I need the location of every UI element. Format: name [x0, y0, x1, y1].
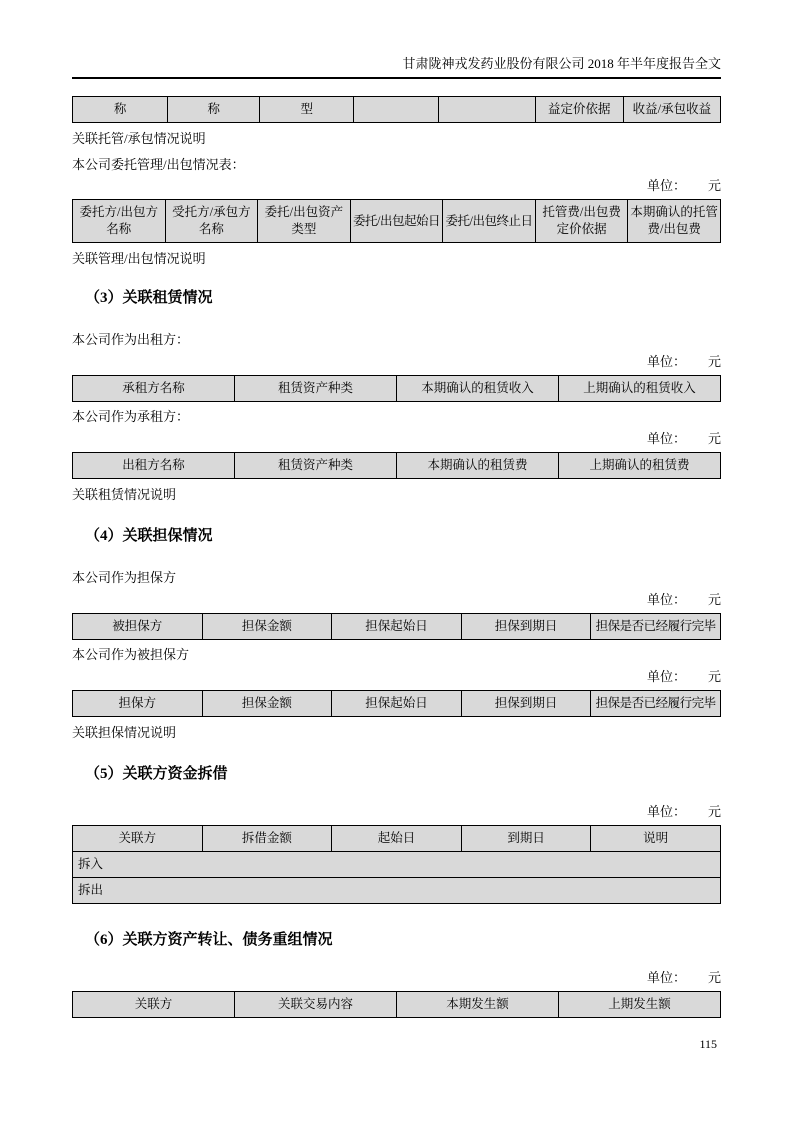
table-header-cell: 委托方/出包方名称	[73, 200, 166, 243]
table-header-cell: 托管费/出包费定价依据	[535, 200, 628, 243]
table-header-cell: 担保到期日	[461, 614, 591, 640]
table-row	[73, 97, 721, 123]
table-header-cell: 关联方	[73, 992, 235, 1018]
unit-label: 单位：	[646, 178, 686, 193]
unit-value: 元	[707, 804, 721, 819]
table-header-row	[73, 453, 721, 479]
unit-line	[72, 803, 721, 821]
table-header-row	[73, 376, 721, 402]
guarantee-in-table	[72, 690, 721, 717]
unit-label: 单位：	[646, 804, 686, 819]
entrust-intro: 本公司委托管理/出包情况表：	[72, 157, 245, 172]
table-header-cell: 承租方名称	[73, 376, 235, 402]
unit-label: 单位：	[646, 669, 686, 684]
entrust-table	[72, 199, 721, 243]
table-cell: 收益/承包收益	[623, 97, 720, 123]
table-header-cell: 担保是否已经履行完毕	[591, 691, 721, 717]
table-header-row	[73, 691, 721, 717]
unit-value: 元	[707, 669, 721, 684]
lending-table	[72, 825, 721, 904]
table-header-cell: 被担保方	[73, 614, 203, 640]
unit-label: 单位：	[646, 592, 686, 607]
table-header-cell: 担保起始日	[332, 614, 462, 640]
table-header-cell: 拆借金额	[202, 826, 332, 852]
table-header-cell: 本期确认的托管费/出包费	[628, 200, 721, 243]
table-row	[73, 878, 721, 904]
unit-line	[72, 353, 721, 371]
page-number: 115	[699, 1037, 717, 1051]
page-header	[72, 0, 721, 79]
table-cell-lend-out: 拆出	[73, 878, 721, 904]
table-row	[73, 852, 721, 878]
unit-label: 单位：	[646, 431, 686, 446]
table-header-row	[73, 992, 721, 1018]
table-header-cell: 受托方/承包方名称	[165, 200, 258, 243]
table-header-row	[73, 200, 721, 243]
table-header-cell: 担保是否已经履行完毕	[591, 614, 721, 640]
table-header-cell: 担保起始日	[332, 691, 462, 717]
table-header-cell: 本期确认的租赁费	[397, 453, 559, 479]
unit-line	[72, 177, 721, 195]
unit-line	[72, 591, 721, 609]
section-heading-3: （3）关联租赁情况	[85, 290, 213, 306]
unit-value: 元	[707, 178, 721, 193]
custody-note: 关联托管/承包情况说明	[72, 131, 206, 146]
table-cell	[439, 97, 536, 123]
guarantee-note: 关联担保情况说明	[72, 725, 177, 740]
guarantor-intro: 本公司作为担保方	[72, 570, 177, 585]
table-header-cell: 关联交易内容	[235, 992, 397, 1018]
unit-line	[72, 430, 721, 448]
lessee-intro: 本公司作为承租方：	[72, 409, 190, 424]
table-header-cell: 担保方	[73, 691, 203, 717]
unit-label: 单位：	[646, 354, 686, 369]
unit-value: 元	[707, 431, 721, 446]
unit-value: 元	[707, 970, 721, 985]
table-header-cell: 担保到期日	[461, 691, 591, 717]
table-header-cell: 本期确认的租赁收入	[397, 376, 559, 402]
table-cell: 称	[168, 97, 260, 123]
header-title: 甘肃陇神戎发药业股份有限公司 2018 年半年度报告全文	[402, 56, 721, 71]
unit-value: 元	[707, 592, 721, 607]
table-header-cell: 出租方名称	[73, 453, 235, 479]
table-cell	[354, 97, 439, 123]
table-header-row	[73, 826, 721, 852]
table-cell-borrow-in: 拆入	[73, 852, 721, 878]
table-header-cell: 租赁资产种类	[235, 453, 397, 479]
unit-label: 单位：	[646, 970, 686, 985]
table-header-cell: 上期发生额	[559, 992, 721, 1018]
unit-line	[72, 668, 721, 686]
table-header-cell: 上期确认的租赁费	[559, 453, 721, 479]
table-header-cell: 到期日	[461, 826, 591, 852]
section-heading-4: （4）关联担保情况	[85, 528, 213, 544]
section-heading-6: （6）关联方资产转让、债务重组情况	[85, 932, 333, 948]
table-cell: 称	[73, 97, 168, 123]
manage-note: 关联管理/出包情况说明	[72, 251, 206, 266]
table-cell: 型	[260, 97, 354, 123]
lease-out-table	[72, 375, 721, 402]
table-header-cell: 上期确认的租赁收入	[559, 376, 721, 402]
unit-line	[72, 969, 721, 987]
guarantee-out-table	[72, 613, 721, 640]
table-header-cell: 委托/出包资产类型	[258, 200, 351, 243]
table-header-cell: 说明	[591, 826, 721, 852]
table-header-cell: 担保金额	[202, 614, 332, 640]
table-header-row	[73, 614, 721, 640]
table-header-cell: 租赁资产种类	[235, 376, 397, 402]
table-header-cell: 委托/出包起始日	[350, 200, 443, 243]
table-header-cell: 关联方	[73, 826, 203, 852]
unit-value: 元	[707, 354, 721, 369]
guaranteed-intro: 本公司作为被担保方	[72, 647, 190, 662]
lease-note: 关联租赁情况说明	[72, 487, 177, 502]
table-header-cell: 本期发生额	[397, 992, 559, 1018]
asset-transfer-table	[72, 991, 721, 1018]
table-cell: 益定价依据	[535, 97, 623, 123]
table-header-cell: 起始日	[332, 826, 462, 852]
lease-in-table	[72, 452, 721, 479]
carryover-table	[72, 96, 721, 123]
lessor-intro: 本公司作为出租方：	[72, 332, 190, 347]
table-header-cell: 委托/出包终止日	[443, 200, 536, 243]
section-heading-5: （5）关联方资金拆借	[85, 766, 228, 782]
table-header-cell: 担保金额	[202, 691, 332, 717]
